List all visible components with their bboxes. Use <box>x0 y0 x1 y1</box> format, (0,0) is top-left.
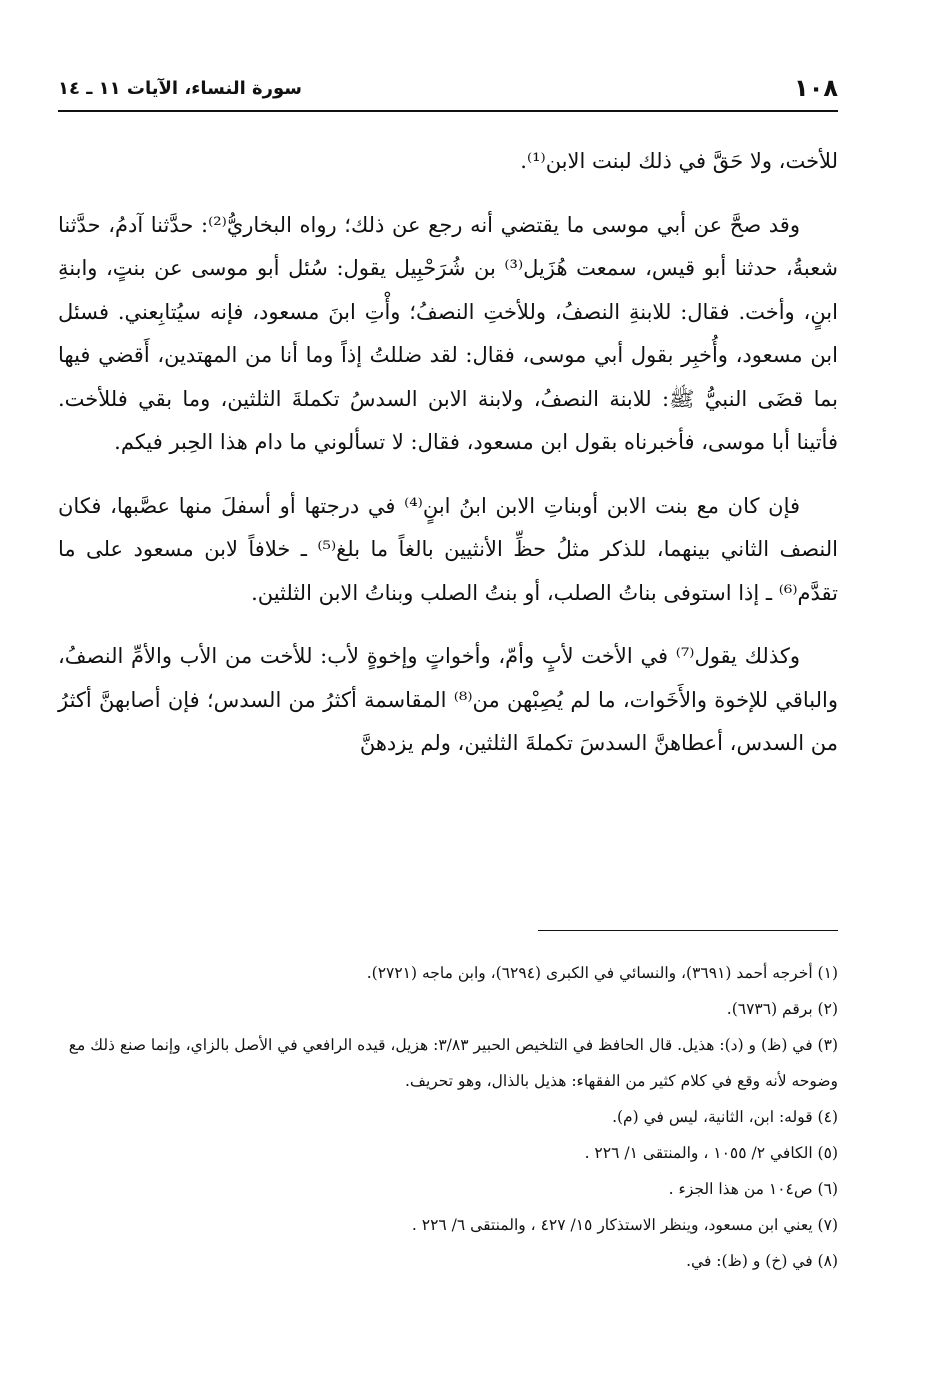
page-header <box>58 70 838 106</box>
footnote: (٦) ص١٠٤ من هذا الجزء . <box>668 1180 838 1198</box>
header-rule <box>58 110 838 112</box>
footnote: (٣) في (ظ) و (د): هذيل. قال الحافظ في التلخيص الحبير ٣/٨٣: هزيل، قيده الرافعي في الأصل بالزاي، وإنما صنع ذلك مع وضوحه لأنه وقع في كلام كثير من الفقهاء: هذيل بالذال، وهو تحريف. <box>68 1036 838 1090</box>
footnotes <box>58 955 838 1279</box>
paragraph: فإن كان مع بنت الابن أوبناتِ الابن ابنُ ابنٍ⁽⁴⁾ في درجتها أو أسفلَ منها عصَّبها، فكان النصف الثاني بينهما، للذكر مثلُ حظِّ الأنثيين بالغاً ما بلغ⁽⁵⁾ ـ خلافاً لابن مسعود على ما تقدَّم⁽⁶⁾ ـ إذا استوفى بناتُ الصلب، أو بنتُ الصلب وبناتُ الابن الثلثين. <box>58 493 838 605</box>
footnote: (١) أخرجه أحمد (٣٦٩١)، والنسائي في الكبرى (٦٢٩٤)، وابن ماجه (٢٧٢١). <box>366 964 838 982</box>
footnote: (٥) الكافي ٢/ ١٠٥٥ ، والمنتقى ١/ ٢٢٦ . <box>584 1144 838 1162</box>
footnote-rule <box>538 930 838 931</box>
footnote: (٢) برقم (٦٧٣٦). <box>726 1000 838 1018</box>
footnote: (٤) قوله: ابن، الثانية، ليس في (م). <box>612 1108 838 1126</box>
footnote: (٨) في (خ) و (ظ): في. <box>686 1252 838 1270</box>
running-title: سورة النساء، الآيات ١١ ـ ١٤ <box>58 77 303 99</box>
footnote: (٧) يعني ابن مسعود، وينظر الاستذكار ١٥/ ٤٢٧ ، والمنتقى ٦/ ٢٢٦ . <box>411 1216 838 1234</box>
paragraph: وقد صحَّ عن أبي موسى ما يقتضي أنه رجع عن ذلك؛ رواه البخاريُّ⁽²⁾: حدَّثنا آدمُ، حدَّثنا شعبةُ، حدثنا أبو قيس، سمعت هُزَيل⁽³⁾ بن شُرَحْبِيل يقول: سُئل أبو موسى عن بنتٍ، وابنةِ ابنٍ، وأخت. فقال: للابنةِ النصفُ، وللأختِ النصفُ؛ وأْتِ ابنَ مسعود، فإنه سيُتابِعني. فسئل ابن مسعود، وأُخبِر بقول أبي موسى، فقال: لقد ضللتُ إذاً وما أنا من المهتدين، أَقضي فيها بما قضَى النبيُّ ﷺ: للابنة النصفُ، ولابنة الابن السدسُ تكملةَ الثلثين، وما بقي فللأخت. فأتينا أبا موسى، فأخبرناه بقول ابن مسعود، فقال: لا تسألوني ما دام هذا الحِبر فيكم. <box>58 212 838 454</box>
book-page <box>58 0 838 1385</box>
paragraph: وكذلك يقول⁽⁷⁾ في الأخت لأبٍ وأمّ، وأخواتٍ وإخوةٍ لأب: للأخت من الأب والأمِّ النصفُ، والباقي للإخوة والأَخَوات، ما لم يُصِبْهن من⁽⁸⁾ المقاسمة أكثرُ من السدس؛ فإن أصابهنَّ أكثرُ من السدس، أعطاهنَّ السدسَ تكملةَ الثلثين، ولم يزدهنَّ <box>58 644 838 755</box>
main-text <box>58 140 838 786</box>
page-number: ١٠٨ <box>794 74 838 102</box>
paragraph: للأخت، ولا حَقَّ في ذلك لبنت الابن⁽¹⁾. <box>520 149 838 173</box>
